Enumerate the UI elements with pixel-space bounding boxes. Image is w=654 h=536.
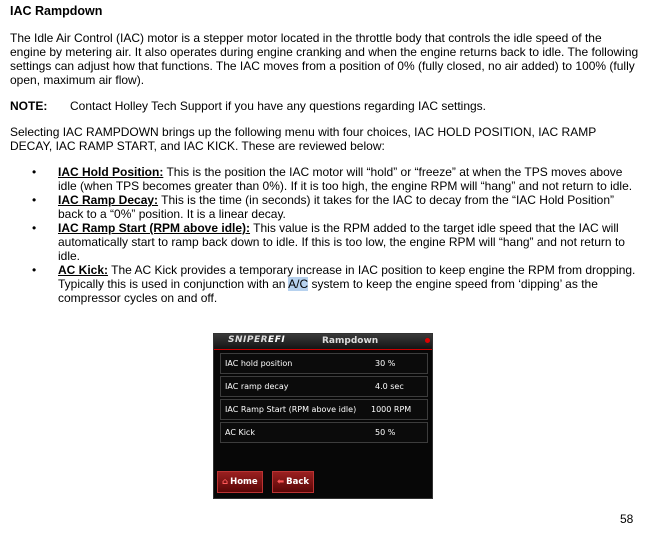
logo-right: EFI xyxy=(268,335,286,345)
list-item xyxy=(10,165,636,193)
home-button[interactable] xyxy=(217,471,263,493)
setting-label: IAC ramp decay xyxy=(225,382,289,391)
home-icon: ⌂ xyxy=(222,477,229,487)
selecting-paragraph: Selecting IAC RAMPDOWN brings up the following menu with four choices, IAC HOLD POSITION, IAC RAMP DECAY, IAC RAMP START, and IAC KICK. These are reviewed below: xyxy=(10,125,596,153)
list-item xyxy=(10,221,636,263)
bullet-term: IAC Ramp Decay: xyxy=(58,193,159,207)
bullet-text: This value is the RPM added to the target idle speed that the IAC will automatically start to ramp back down to idle. If this is too low, the engine RPM will “hang” and not return to idle. xyxy=(58,221,625,263)
bullet-term: IAC Ramp Start (RPM above idle): xyxy=(58,221,251,235)
page-number: 58 xyxy=(620,512,634,526)
highlighted-text[interactable]: A/C xyxy=(288,277,309,291)
bullet-icon: • xyxy=(32,193,37,207)
home-label: Home xyxy=(230,477,258,487)
setting-label: AC Kick xyxy=(225,428,255,437)
back-label: Back xyxy=(286,477,310,487)
back-button[interactable] xyxy=(272,471,314,493)
bullet-text: The AC Kick provides a temporary increase in IAC position to keep engine the RPM from dropping. Typically this is used in conjunction with an xyxy=(58,263,636,291)
note-text: Contact Holley Tech Support if you have any questions regarding IAC settings. xyxy=(70,99,487,113)
status-led-icon xyxy=(425,338,430,343)
logo-left: SNIPER xyxy=(228,335,269,345)
bullet-text: This is the position the IAC motor will “hold” or “freeze” at when the TPS moves above idle (when TPS becomes greater than 0%). If it is too high, the engine RPM will “hang” and not return to idle. xyxy=(58,165,633,193)
bullet-icon: • xyxy=(32,221,37,235)
sniper-efi-logo xyxy=(228,335,285,345)
settings-bullet-list xyxy=(10,165,636,305)
bullet-term: IAC Hold Position: xyxy=(58,165,164,179)
list-item xyxy=(10,193,636,221)
setting-value: 4.0 sec xyxy=(375,382,404,391)
setting-label: IAC hold position xyxy=(225,359,293,368)
list-item xyxy=(10,263,636,305)
rampdown-screen xyxy=(213,333,433,499)
back-arrow-icon: ⬅ xyxy=(277,477,285,487)
setting-row-iac-hold-position[interactable] xyxy=(220,353,428,374)
setting-row-iac-ramp-start[interactable] xyxy=(220,399,428,420)
bullet-icon: • xyxy=(32,263,37,277)
bullet-text: This is the time (in seconds) it takes for the IAC to decay from the “IAC Hold Position” back to a “0%” position. It is a linear decay. xyxy=(58,193,614,221)
bullet-icon: • xyxy=(32,165,37,179)
note-paragraph xyxy=(10,99,640,113)
screen-header xyxy=(214,334,432,350)
bullet-term: AC Kick: xyxy=(58,263,109,277)
bullet-text: system to keep the engine speed from ‘dipping’ as the compressor cycles on and off. xyxy=(58,277,598,305)
setting-row-ac-kick[interactable] xyxy=(220,422,428,443)
intro-paragraph: The Idle Air Control (IAC) motor is a stepper motor located in the throttle body that controls the idle speed of the engine by metering air. It also operates during engine cranking and when the engine returns back to idle. The following settings can adjust how that functions. The IAC moves from a position of 0% (fully closed, no air added) to 100% (fully open, maximum air flow). xyxy=(10,31,639,87)
setting-row-iac-ramp-decay[interactable] xyxy=(220,376,428,397)
setting-label: IAC Ramp Start (RPM above idle) xyxy=(225,405,357,414)
setting-value: 1000 RPM xyxy=(371,405,412,414)
section-heading: IAC Rampdown xyxy=(10,4,103,18)
screen-title: Rampdown xyxy=(322,336,379,346)
setting-value: 50 % xyxy=(375,428,396,437)
setting-value: 30 % xyxy=(375,359,396,368)
note-label: NOTE: xyxy=(10,99,48,113)
